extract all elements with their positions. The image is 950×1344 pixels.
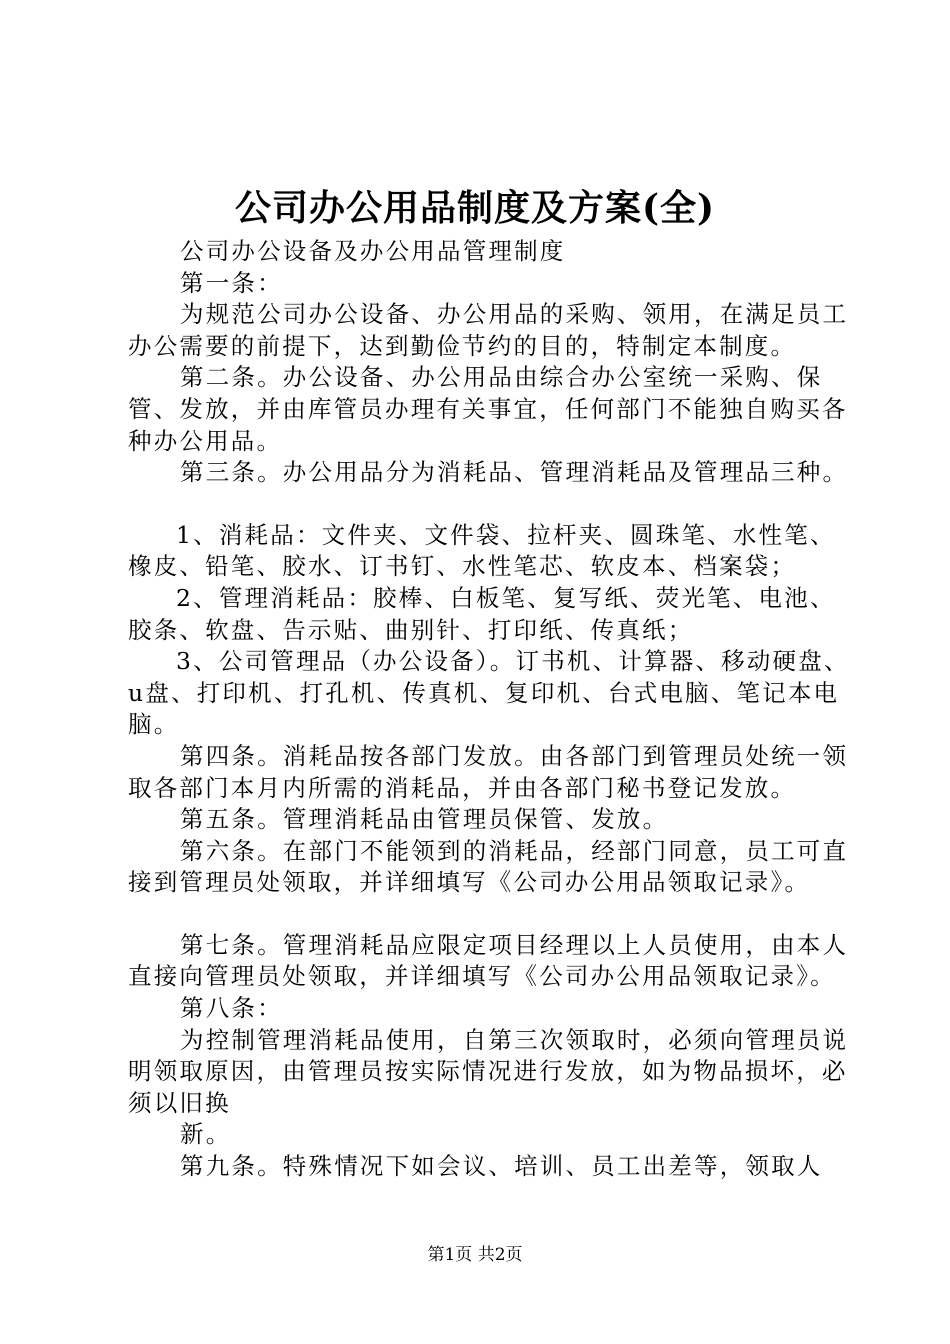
paragraph-article-5: 第五条。管理消耗品由管理员保管、发放。 [180,805,669,834]
paragraph-article-2: 第二条。办公设备、办公用品由综合办公室统一采购、保管、发放，并由库管员办理有关事宜，任何部门不能独自购买各种办公用品。 [128,363,848,455]
document-title: 公司办公用品制度及方案(全) [234,187,716,229]
paragraph-article-8-heading: 第八条： [180,994,283,1023]
paragraph-article-1: 为规范公司办公设备、办公用品的采购、领用，在满足员工办公需要的前提下，达到勤俭节约的目的，特制定本制度。 [128,300,849,360]
paragraph-item-2: 2、管理消耗品：胶棒、白板笔、复写纸、荧光笔、电池、胶条、软盘、告示贴、曲别针、打印纸、传真纸； [128,583,836,644]
paragraph-article-4: 第四条。消耗品按各部门发放。由各部门到管理员处统一领取各部门本月内所需的消耗品，并由各部门秘书登记发放。 [128,741,849,802]
paragraph-item-1: 1、消耗品：文件夹、文件袋、拉杆夹、圆珠笔、水性笔、橡皮、铅笔、胶水、订书钉、水性笔芯、软皮本、档案袋； [128,520,836,581]
paragraph-article-7: 第七条。管理消耗品应限定项目经理以上人员使用，由本人直接向管理员处领取，并详细填写《公司办公用品领取记录》。 [128,930,849,991]
paragraph-subtitle: 公司办公设备及办公用品管理制度 [180,237,566,265]
paragraph-article-3: 第三条。办公用品分为消耗品、管理消耗品及管理品三种。 [180,458,849,487]
blank-line [128,489,853,520]
paragraph-article-6: 第六条。在部门不能领到的消耗品，经部门同意，员工可直接到管理员处领取，并详细填写《公司办公用品领取记录》。 [128,836,849,897]
document-body [128,236,853,1183]
blank-line [128,899,853,930]
paragraph-article-8-continued: 新。 [180,1120,232,1149]
page-footer: 第1页 共2页 [427,1245,523,1265]
paragraph-article-1-heading: 第一条： [180,268,283,297]
paragraph-item-3: 3、公司管理品（办公设备）。订书机、计算器、移动硬盘、u盘、打印机、打孔机、传真机、复印机、台式电脑、笔记本电脑。 [128,647,850,739]
paragraph-article-9: 第九条。特殊情况下如会议、培训、员工出差等，领取人 [180,1152,823,1181]
paragraph-article-8: 为控制管理消耗品使用，自第三次领取时，必须向管理员说明领取原因，由管理员按实际情况进行发放，如为物品损坏，必须以旧换 [128,1025,849,1117]
